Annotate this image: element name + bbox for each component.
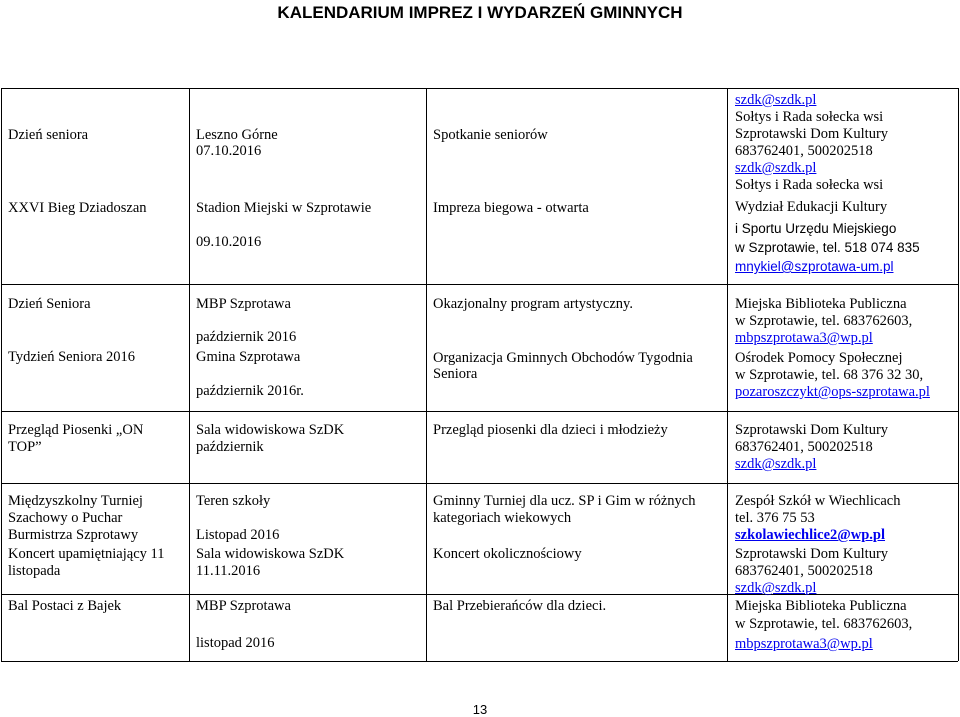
- contact-line: Szprotawski Dom Kultury: [735, 422, 889, 438]
- event-date: październik: [196, 439, 264, 455]
- contact-line: Wydział Edukacji Kultury: [735, 199, 888, 215]
- contact-line: i Sportu Urzędu Miejskiego: [735, 221, 897, 236]
- event-description: Bal Przebierańców dla dzieci.: [433, 598, 607, 614]
- event-date: listopad 2016: [196, 635, 275, 651]
- event-name: Dzień seniora: [8, 127, 89, 143]
- contact-email-link[interactable]: szdk@szdk.pl: [735, 92, 817, 108]
- event-name: TOP”: [8, 439, 42, 455]
- event-description: Spotkanie seniorów: [433, 127, 548, 143]
- event-description: Organizacja Gminnych Obchodów Tygodnia: [433, 350, 693, 366]
- event-description: Przegląd piosenki dla dzieci i młodzieży: [433, 422, 668, 438]
- event-name: Tydzień Seniora 2016: [8, 349, 136, 365]
- table-column-divider: [426, 88, 427, 661]
- event-name: Dzień Seniora: [8, 296, 91, 312]
- contact-line: Sołtys i Rada sołecka wsi: [735, 177, 884, 193]
- event-description: Seniora: [433, 366, 478, 382]
- page-number: 13: [472, 702, 488, 717]
- contact-email-link[interactable]: pozaroszczykt@ops-szprotawa.pl: [735, 384, 930, 400]
- event-place: Leszno Górne: [196, 127, 278, 143]
- contact-line: w Szprotawie, tel. 518 074 835: [735, 240, 920, 255]
- event-place: MBP Szprotawa: [196, 296, 291, 312]
- event-date: październik 2016: [196, 329, 297, 345]
- contact-line: 683762401, 500202518: [735, 439, 873, 455]
- event-date: Listopad 2016: [196, 527, 280, 543]
- event-place: Sala widowiskowa SzDK: [196, 422, 345, 438]
- event-name: Koncert upamiętniający 11: [8, 546, 165, 562]
- event-place: Stadion Miejski w Szprotawie: [196, 200, 372, 216]
- contact-email-link[interactable]: mnykiel@szprotawa-um.pl: [735, 259, 894, 274]
- event-description: Gminny Turniej dla ucz. SP i Gim w różnych: [433, 493, 696, 509]
- contact-line: w Szprotawie, tel. 683762603,: [735, 616, 913, 632]
- table-row-divider: [1, 284, 958, 285]
- contact-email-link[interactable]: szkolawiechlice2@wp.pl: [735, 527, 886, 543]
- contact-line: Szprotawski Dom Kultury: [735, 546, 889, 562]
- event-description: Okazjonalny program artystyczny.: [433, 296, 633, 312]
- contact-email-link[interactable]: szdk@szdk.pl: [735, 580, 817, 596]
- event-name: Przegląd Piosenki „ON: [8, 422, 144, 438]
- event-place: MBP Szprotawa: [196, 598, 291, 614]
- table-border-right: [958, 88, 959, 661]
- contact-line: w Szprotawie, tel. 683762603,: [735, 313, 913, 329]
- event-date: 07.10.2016: [196, 143, 262, 159]
- event-place: Teren szkoły: [196, 493, 271, 509]
- contact-line: tel. 376 75 53: [735, 510, 815, 526]
- event-name: listopada: [8, 563, 61, 579]
- contact-line: Zespół Szkół w Wiechlicach: [735, 493, 901, 509]
- contact-line: Szprotawski Dom Kultury: [735, 126, 889, 142]
- contact-line: Ośrodek Pomocy Społecznej: [735, 350, 903, 366]
- document-title: KALENDARIUM IMPREZ I WYDARZEŃ GMINNYCH: [277, 3, 683, 22]
- event-name: Bal Postaci z Bajek: [8, 598, 122, 614]
- event-date: 09.10.2016: [196, 234, 262, 250]
- event-name: XXVI Bieg Dziadoszan: [8, 200, 147, 216]
- contact-line: Miejska Biblioteka Publiczna: [735, 296, 907, 312]
- contact-line: 683762401, 500202518: [735, 563, 873, 579]
- event-place: Sala widowiskowa SzDK: [196, 546, 345, 562]
- table-border-bottom: [1, 661, 958, 662]
- table-row-divider: [1, 483, 958, 484]
- contact-email-link[interactable]: szdk@szdk.pl: [735, 160, 817, 176]
- event-name: Międzyszkolny Turniej: [8, 493, 143, 509]
- event-name: Szachowy o Puchar: [8, 510, 123, 526]
- contact-line: w Szprotawie, tel. 68 376 32 30,: [735, 367, 924, 383]
- event-place: Gmina Szprotawa: [196, 349, 301, 365]
- event-description: kategoriach wiekowych: [433, 510, 572, 526]
- event-date: październik 2016r.: [196, 383, 304, 399]
- table-border-top: [1, 88, 958, 89]
- contact-line: Sołtys i Rada sołecka wsi: [735, 109, 884, 125]
- event-description: Impreza biegowa - otwarta: [433, 200, 589, 216]
- contact-email-link[interactable]: mbpszprotawa3@wp.pl: [735, 636, 873, 652]
- table-border-left: [1, 88, 2, 661]
- event-name: Burmistrza Szprotawy: [8, 527, 139, 543]
- contact-line: 683762401, 500202518: [735, 143, 873, 159]
- contact-line: Miejska Biblioteka Publiczna: [735, 598, 907, 614]
- table-row-divider: [1, 411, 958, 412]
- contact-email-link[interactable]: szdk@szdk.pl: [735, 456, 817, 472]
- table-column-divider: [189, 88, 190, 661]
- contact-email-link[interactable]: mbpszprotawa3@wp.pl: [735, 330, 873, 346]
- event-date: 11.11.2016: [196, 563, 261, 579]
- table-column-divider: [727, 88, 728, 661]
- event-description: Koncert okolicznościowy: [433, 546, 582, 562]
